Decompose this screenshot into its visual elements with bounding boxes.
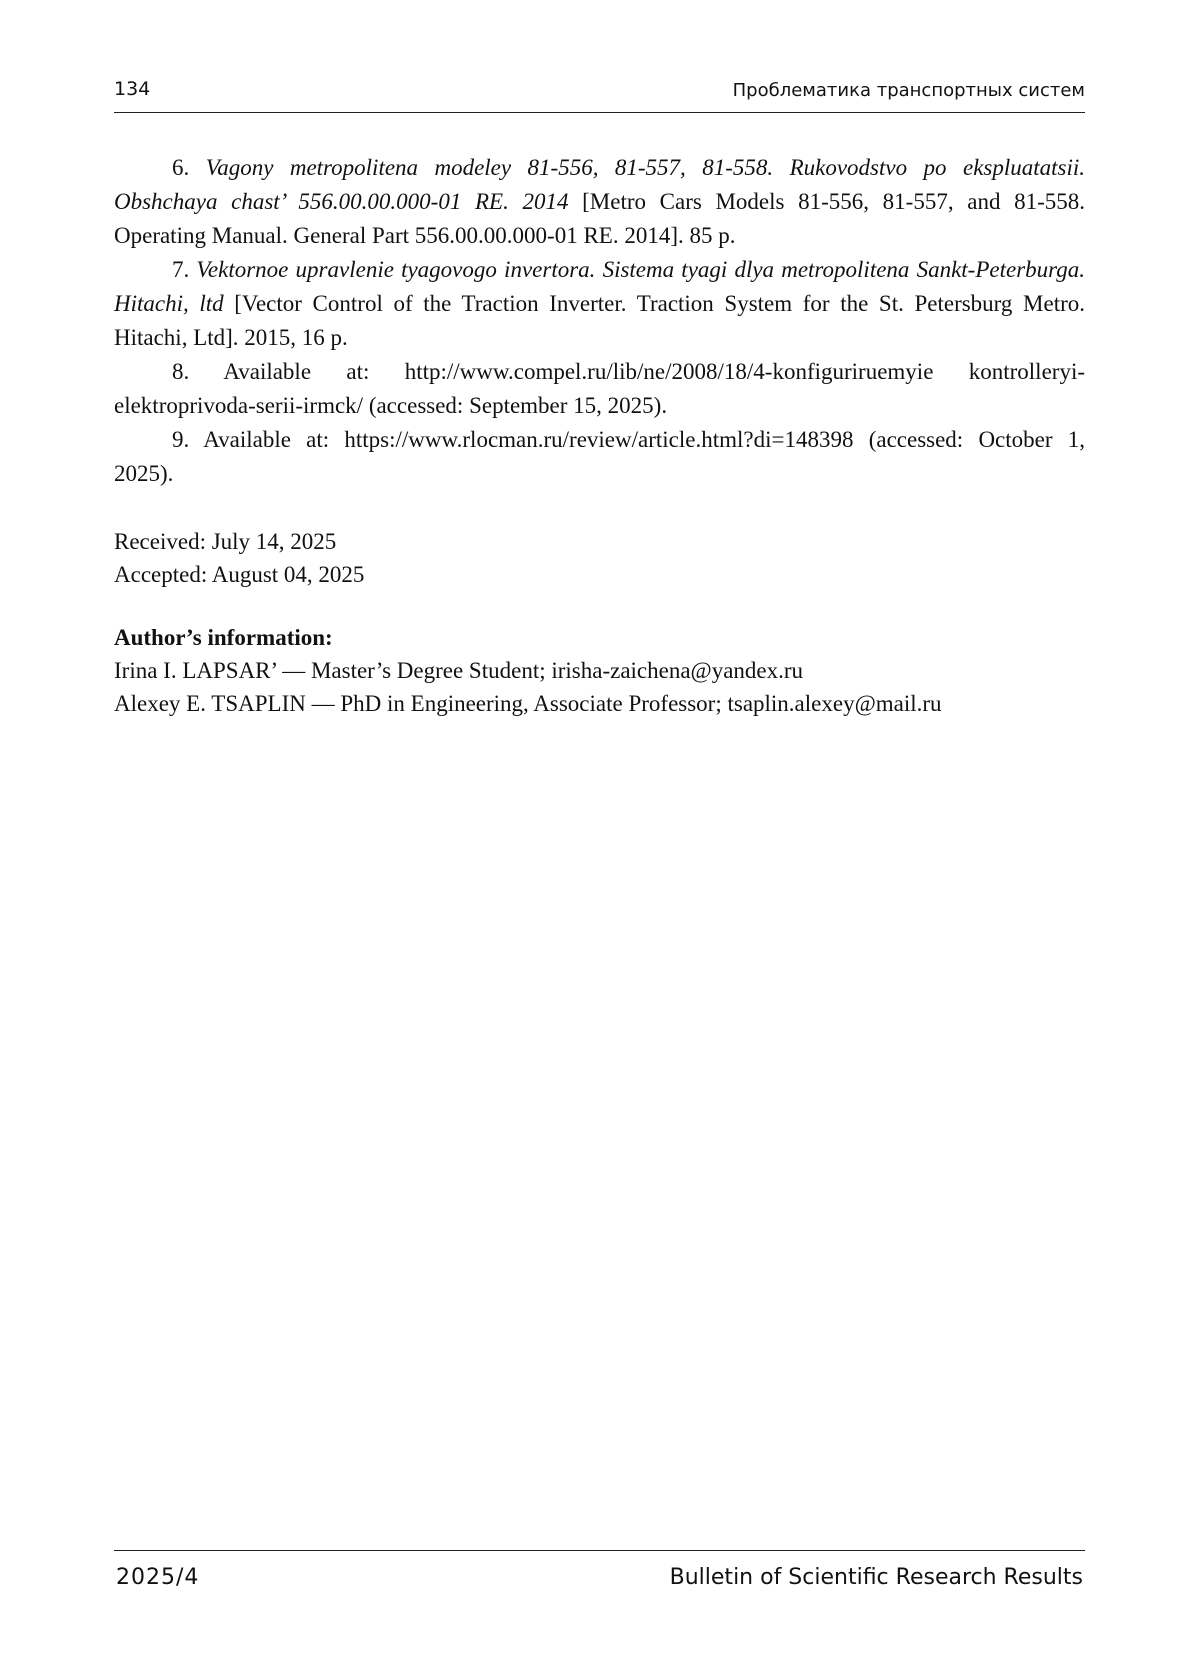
reference-details: Available at: https://www.rlocman.ru/review/article.html?di=148398 (accessed: October 1, 2025). — [114, 427, 1086, 486]
reference-item — [114, 253, 1085, 355]
reference-title: Vektornoe upravlenie tyagovogo invertora. Sistema tyagi dlya metropolitena Sankt-Peterburga. Hitachi, ltd — [114, 257, 1085, 316]
issue-number: 2025/4 — [116, 1565, 200, 1590]
reference-item — [114, 355, 1085, 423]
reference-list — [114, 151, 1085, 491]
reference-title: Vagony metropolitena modeley 81-556, 81-557, 81-558. Rukovodstvo po ekspluatatsii. Obshchaya chast’ 556.00.00.000-01 RE. 2014 — [114, 155, 1086, 214]
accepted-date: Accepted: August 04, 2025 — [114, 562, 365, 587]
reference-number: 7. — [172, 257, 197, 282]
reference-number: 8. — [172, 359, 224, 384]
article-dates — [114, 525, 1085, 591]
page-header — [114, 74, 1085, 113]
author-information-heading: Author’s information: — [114, 625, 333, 650]
received-date: Received: July 14, 2025 — [114, 529, 337, 554]
reference-item — [114, 423, 1085, 491]
page-body — [114, 151, 1085, 720]
journal-name: Bulletin of Scientific Research Results — [669, 1565, 1083, 1590]
reference-details: [Metro Cars Models 81-556, 81-557, and 81-558. Operating Manual. General Part 556.00.00.000-01 RE. 2014]. 85 p. — [114, 189, 1085, 248]
author-entry: Irina I. LAPSAR’ — Master’s Degree Student; irisha-zaichena@yandex.ru — [114, 658, 804, 683]
author-entry: Alexey E. TSAPLIN — PhD in Engineering, Associate Professor; tsaplin.alexey@mail.ru — [114, 691, 942, 716]
reference-details: [Vector Control of the Traction Inverter. Traction System for the St. Petersburg Metro. Hitachi, Ltd]. 2015, 16 p. — [114, 291, 1085, 350]
reference-number: 6. — [172, 155, 206, 180]
page-footer — [114, 1550, 1085, 1590]
reference-number: 9. — [172, 427, 204, 452]
running-title: Проблематика транспортных систем — [732, 80, 1085, 101]
page-number: 134 — [114, 78, 151, 100]
reference-item — [114, 151, 1085, 253]
author-information — [114, 621, 1085, 720]
reference-details: Available at: http://www.compel.ru/lib/ne/2008/18/4-konfiguriruemyie kontrolleryi-elektroprivoda-serii-irmck/ (accessed: September 15, 2025). — [114, 359, 1085, 418]
